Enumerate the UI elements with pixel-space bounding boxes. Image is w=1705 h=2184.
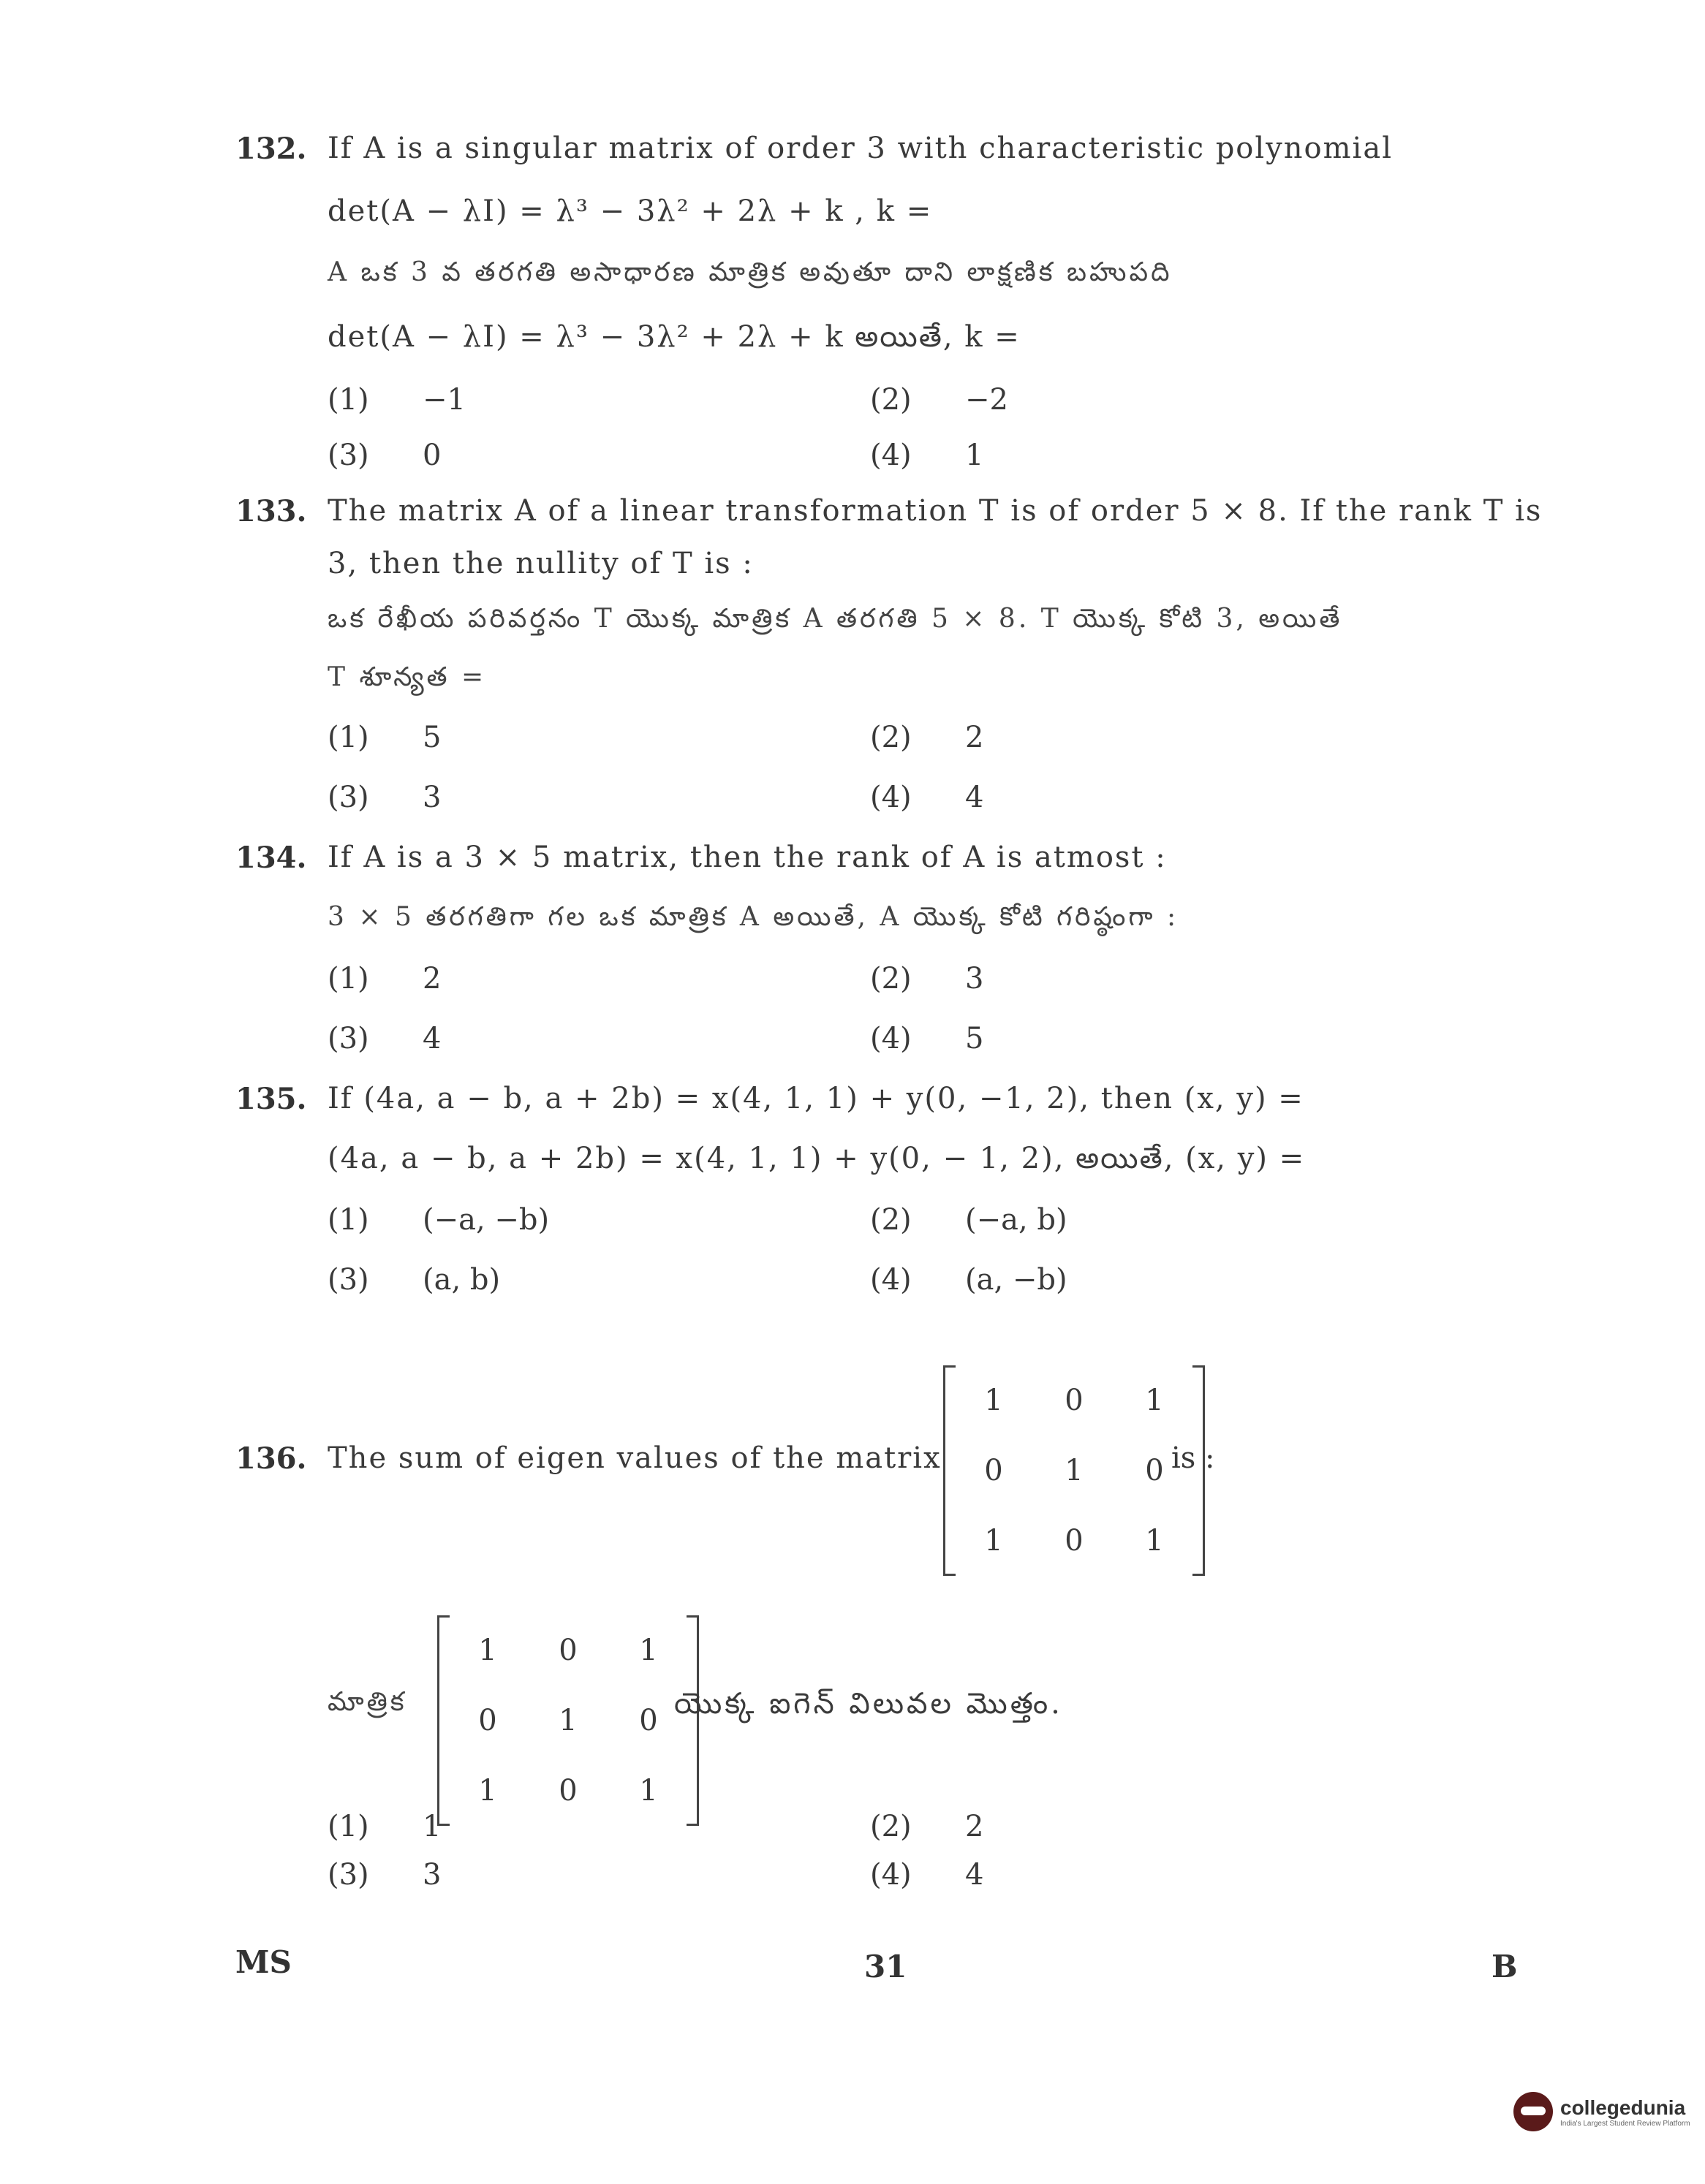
matrix-cell: 1 [478, 1774, 497, 1808]
question-text-te-cont: T శూన్యత = [328, 662, 487, 692]
question-number: 134. [235, 841, 307, 875]
option-2[interactable]: (2) 2 [870, 1810, 984, 1843]
option-1[interactable]: (1) 2 [328, 962, 442, 996]
eigen-matrix-te [447, 1615, 689, 1826]
option-3[interactable]: (3) 0 [328, 439, 442, 472]
option-4[interactable]: (4) (a, −b) [870, 1263, 1067, 1297]
question-text-en: If (4a, a − b, a + 2b) = x(4, 1, 1) + y(0, −1, 2), then (x, y) = [328, 1082, 1304, 1115]
matrix-cell: 1 [1145, 1384, 1164, 1417]
option-4[interactable]: (4) 4 [870, 1858, 984, 1892]
matrix-cell: 0 [639, 1704, 658, 1737]
question-text-te: మాత్రిక [328, 1687, 407, 1717]
footer-code: MS [235, 1944, 292, 1980]
matrix-cell: 1 [984, 1384, 1003, 1417]
option-2[interactable]: (2) 2 [870, 721, 984, 754]
booklet-series: B [1492, 1949, 1518, 1984]
matrix-cell: 1 [984, 1524, 1003, 1558]
option-1[interactable]: (1) −1 [328, 383, 466, 417]
question-text-en-end: is : [1171, 1441, 1215, 1475]
option-3[interactable]: (3) (a, b) [328, 1263, 501, 1297]
logo-tagline: India's Largest Student Review Platform [1560, 2119, 1690, 2128]
logo-name: collegedunia [1560, 2096, 1686, 2119]
option-2[interactable]: (2) (−a, b) [870, 1203, 1067, 1237]
option-1[interactable]: (1) 1 [328, 1810, 442, 1843]
question-text-en: The sum of eigen values of the matrix [328, 1441, 942, 1475]
matrix-left-bracket [437, 1615, 450, 1826]
question-text-en: The matrix A of a linear transformation T is of order 5 × 8. If the rank T is [328, 494, 1543, 528]
option-1[interactable]: (1) 5 [328, 721, 442, 754]
question-text-te: A ఒక 3 వ తరగతి అసాధారణ మాత్రిక అవుతూ దాని లాక్షణిక బహుపది [328, 257, 1173, 287]
question-text-en-cont: 3, then the nullity of T is : [328, 547, 754, 580]
option-4[interactable]: (4) 1 [870, 439, 984, 472]
matrix-cell: 0 [559, 1774, 578, 1808]
matrix-cell: 1 [639, 1634, 658, 1667]
option-4[interactable]: (4) 5 [870, 1022, 984, 1055]
matrix-cell: 0 [984, 1454, 1003, 1487]
question-number: 133. [235, 494, 307, 528]
question-formula-en: det(A − λI) = λ³ − 3λ² + 2λ + k , k = [328, 194, 933, 228]
matrix-cell: 0 [559, 1634, 578, 1667]
question-text-te: 3 × 5 తరగతిగా గల ఒక మాత్రిక A అయితే, A యొక్క కోటి గరిష్ఠంగా : [328, 902, 1179, 932]
question-text-en: If A is a singular matrix of order 3 with characteristic polynomial [328, 132, 1393, 165]
option-3[interactable]: (3) 3 [328, 781, 442, 814]
matrix-cell: 0 [1065, 1384, 1084, 1417]
matrix-cell: 1 [1145, 1524, 1164, 1558]
collegedunia-logo [1513, 2092, 1690, 2131]
eigen-matrix-en [953, 1365, 1195, 1576]
option-4[interactable]: (4) 4 [870, 781, 984, 814]
question-formula-te: det(A − λI) = λ³ − 3λ² + 2λ + k అయితే, k = [328, 320, 1021, 354]
matrix-cell: 1 [639, 1774, 658, 1808]
page-number: 31 [864, 1949, 907, 1984]
matrix-cell: 0 [1065, 1524, 1084, 1558]
question-number: 132. [235, 132, 307, 166]
question-136 [235, 1360, 1522, 1900]
matrix-cell: 0 [1145, 1454, 1164, 1487]
question-number: 136. [235, 1441, 307, 1476]
matrix-cell: 0 [478, 1704, 497, 1737]
option-1[interactable]: (1) (−a, −b) [328, 1203, 550, 1237]
option-2[interactable]: (2) 3 [870, 962, 984, 996]
option-2[interactable]: (2) −2 [870, 383, 1008, 417]
matrix-left-bracket [943, 1365, 956, 1576]
matrix-cell: 1 [1065, 1454, 1084, 1487]
graduation-cap-icon [1513, 2092, 1553, 2131]
question-text-te: (4a, a − b, a + 2b) = x(4, 1, 1) + y(0, − 1, 2), అయితే, (x, y) = [328, 1142, 1306, 1175]
option-3[interactable]: (3) 4 [328, 1022, 442, 1055]
question-text-te-end: యొక్క ఐగెన్ విలువల మొత్తం. [674, 1687, 1063, 1721]
option-3[interactable]: (3) 3 [328, 1858, 442, 1892]
question-text-en: If A is a 3 × 5 matrix, then the rank of A is atmost : [328, 841, 1167, 874]
question-text-te: ఒక రేఖీయ పరివర్తనం T యొక్క మాత్రిక A తరగతి 5 × 8. T యొక్క కోటి 3, అయితే [328, 604, 1343, 634]
matrix-cell: 1 [478, 1634, 497, 1667]
matrix-cell: 1 [559, 1704, 578, 1737]
question-number: 135. [235, 1082, 307, 1116]
